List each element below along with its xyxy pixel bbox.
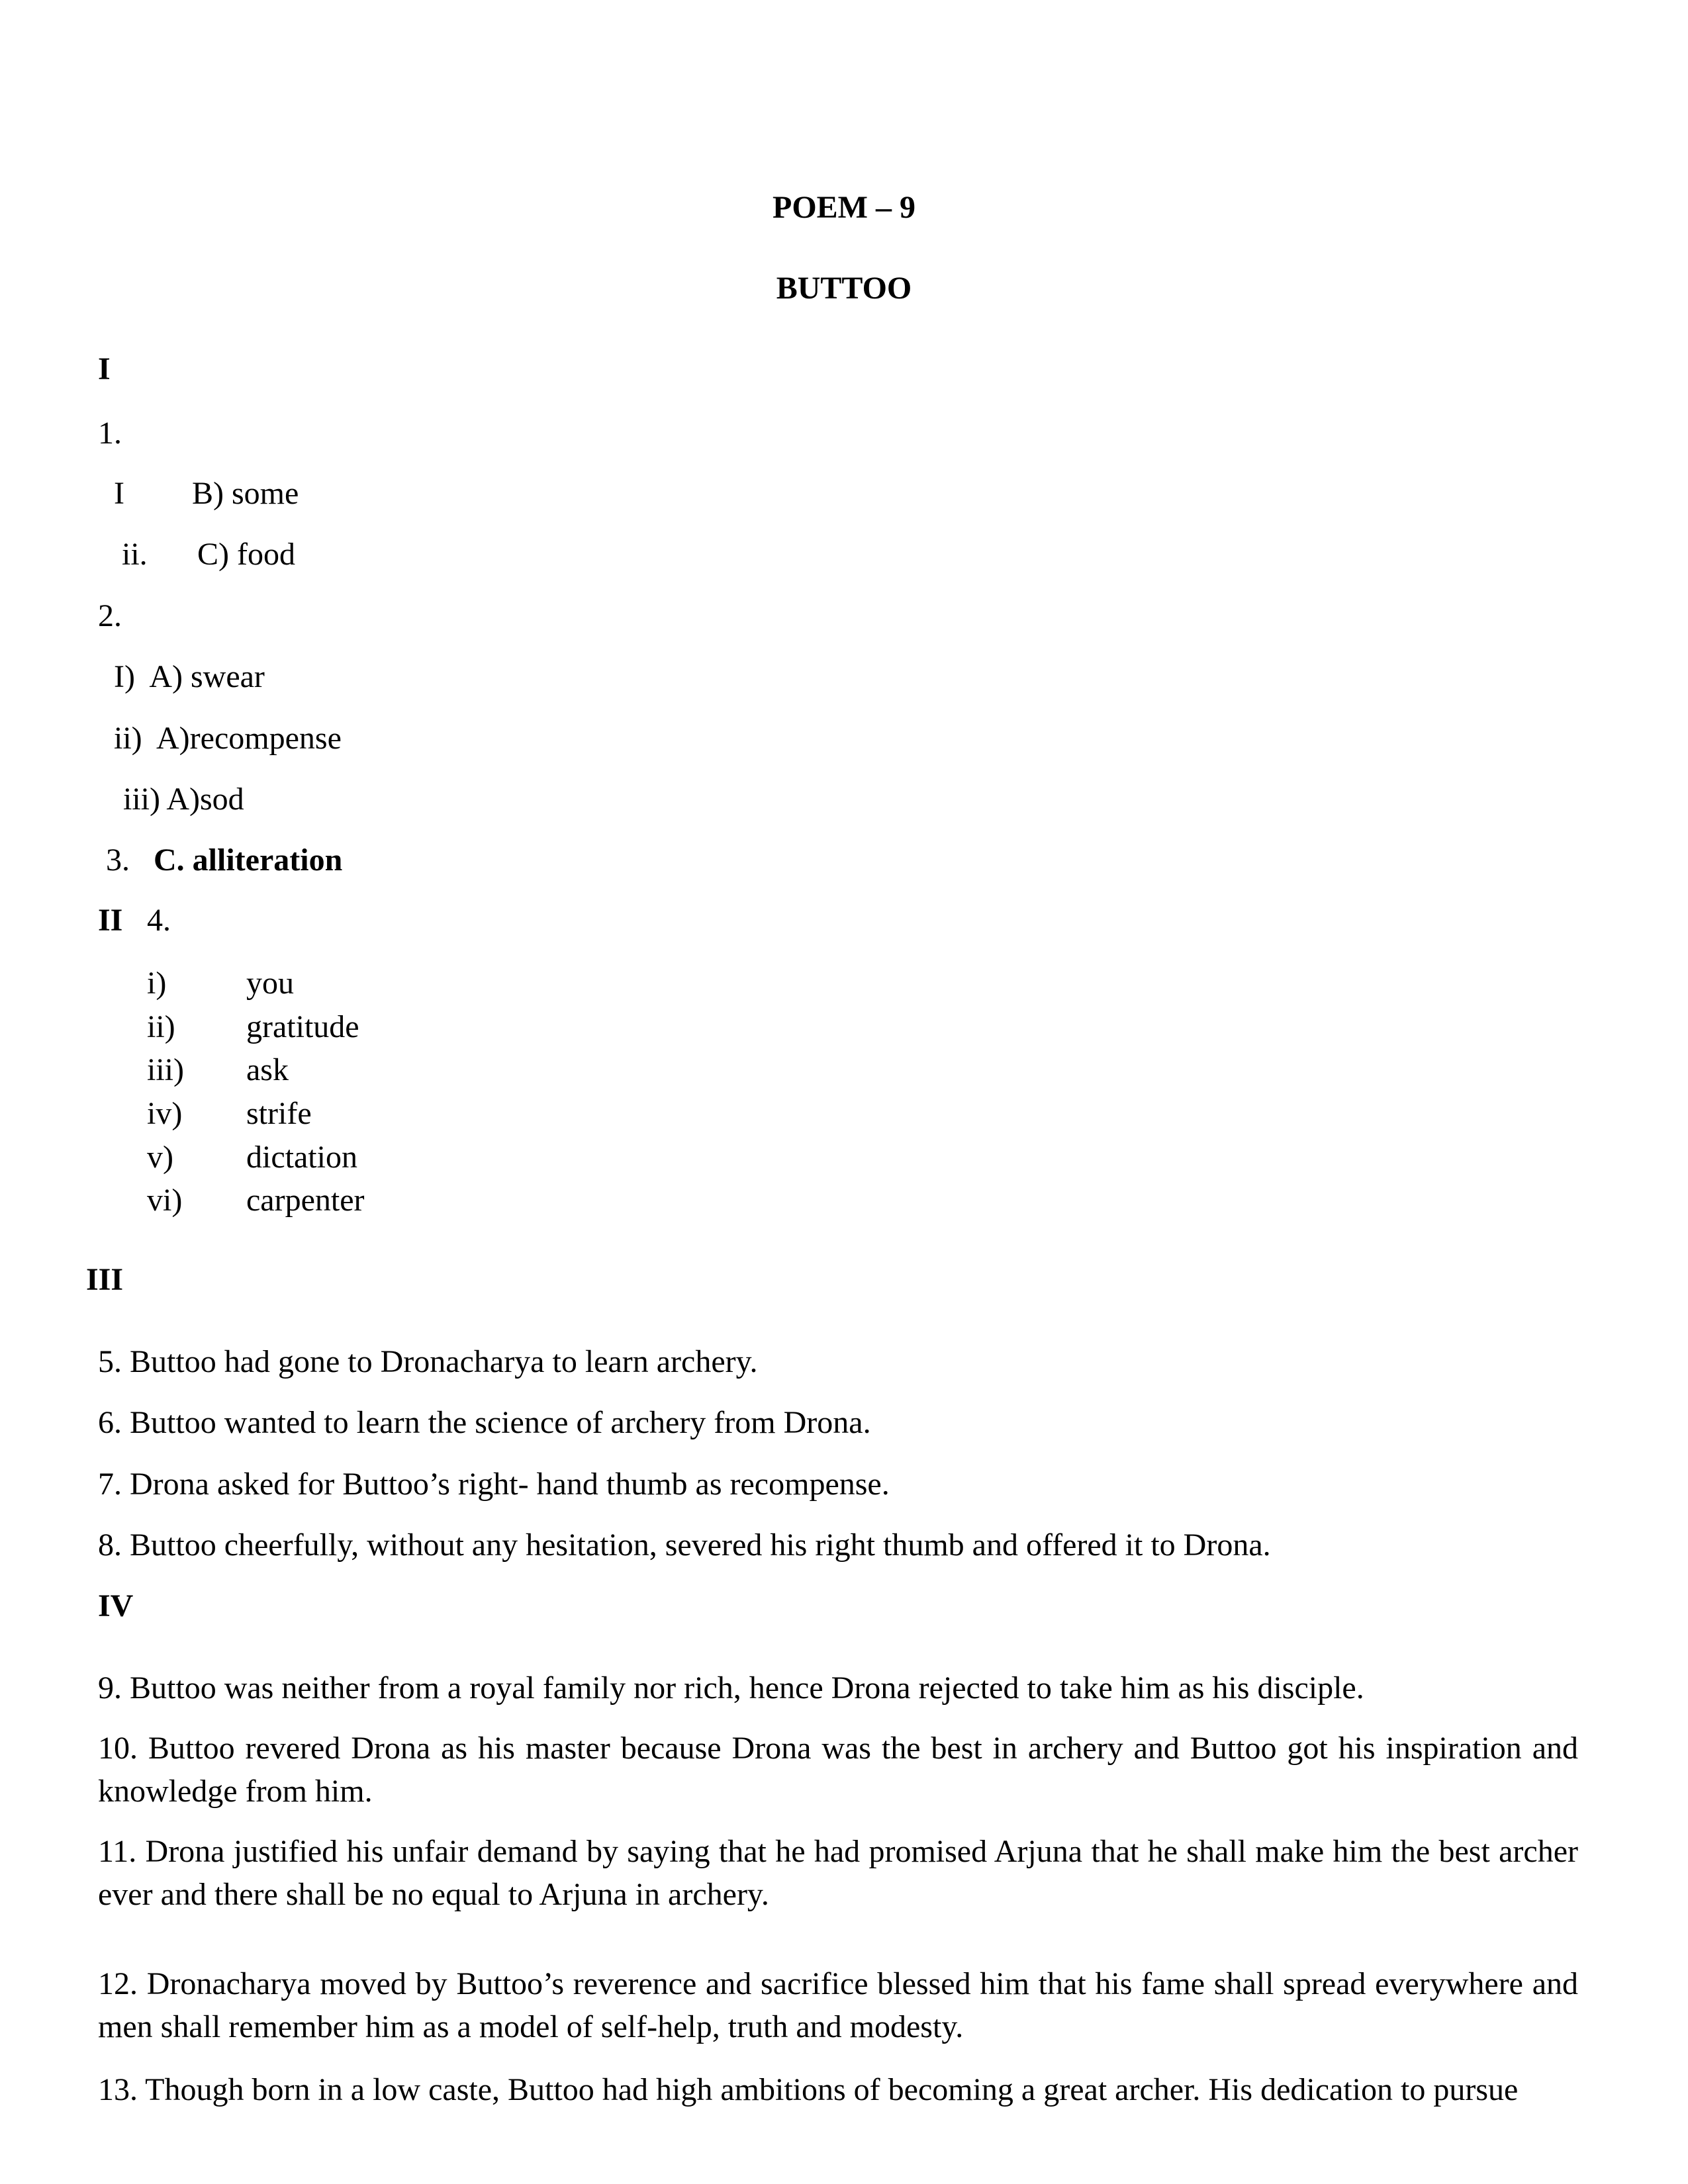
- q4-item-num: iv): [147, 1096, 183, 1131]
- q2-item: iii) A)sod: [123, 782, 244, 817]
- section-heading-i: I: [98, 351, 111, 387]
- poem-number-title: POEM – 9: [773, 190, 915, 225]
- q4-item-word: strife: [246, 1096, 312, 1131]
- answer-paragraph: 11. Drona justified his unfair demand by saying that he had promised Arjuna that he shall make him the best archer ever and there shall be no equal to Arjuna in archery.: [98, 1834, 1578, 1912]
- q1-item-num: I: [114, 476, 124, 511]
- answer-paragraph: 12. Dronacharya moved by Buttoo’s reverence and sacrifice blessed him that his fame shall spread everywhere and men shall remember him as a model of self-help, truth and modesty.: [98, 1966, 1578, 2044]
- q4-item-num: vi): [147, 1183, 183, 1218]
- q4-item-word: gratitude: [246, 1009, 359, 1044]
- answer-line: 8. Buttoo cheerfully, without any hesitation, severed his right thumb and offered it to Drona.: [98, 1527, 1271, 1563]
- answer-paragraph: 10. Buttoo revered Drona as his master because Drona was the best in archery and Buttoo got his inspiration and knowledge from him.: [98, 1731, 1578, 1809]
- answer-line: 5. Buttoo had gone to Dronacharya to learn archery.: [98, 1344, 758, 1379]
- q4-item-num: ii): [147, 1009, 175, 1044]
- q4-item-word: ask: [246, 1052, 289, 1087]
- answer-line: 6. Buttoo wanted to learn the science of archery from Drona.: [98, 1405, 871, 1440]
- section-heading-iii: III: [86, 1262, 124, 1297]
- question-3-label: 3.: [106, 842, 130, 878]
- section-heading-iv: IV: [98, 1588, 134, 1623]
- q4-item-num: v): [147, 1140, 173, 1175]
- q2-item: ii) A)recompense: [114, 721, 342, 756]
- section-heading-ii: II: [98, 903, 123, 938]
- q2-item: I) A) swear: [114, 659, 265, 694]
- q4-item-num: i): [147, 966, 167, 1001]
- answer-line: 9. Buttoo was neither from a royal family nor rich, hence Drona rejected to take him as his disciple.: [98, 1670, 1364, 1706]
- question-4-label: 4.: [147, 903, 171, 938]
- q4-item-word: you: [246, 966, 294, 1001]
- answer-line: 13. Though born in a low caste, Buttoo had high ambitions of becoming a great archer. His dedication to pursue: [98, 2072, 1519, 2107]
- q4-item-word: carpenter: [246, 1183, 365, 1218]
- q4-item-word: dictation: [246, 1140, 357, 1175]
- q1-item-answer: C) food: [197, 537, 295, 572]
- q1-item-answer: B) some: [192, 476, 299, 511]
- answer-line: 7. Drona asked for Buttoo’s right- hand thumb as recompense.: [98, 1467, 890, 1502]
- q1-item-num: ii.: [122, 537, 148, 572]
- question-2-label: 2.: [98, 598, 122, 633]
- q4-item-num: iii): [147, 1052, 184, 1087]
- poem-title: BUTTOO: [776, 271, 912, 306]
- question-1-label: 1.: [98, 416, 122, 451]
- question-3-answer: C. alliteration: [154, 842, 343, 878]
